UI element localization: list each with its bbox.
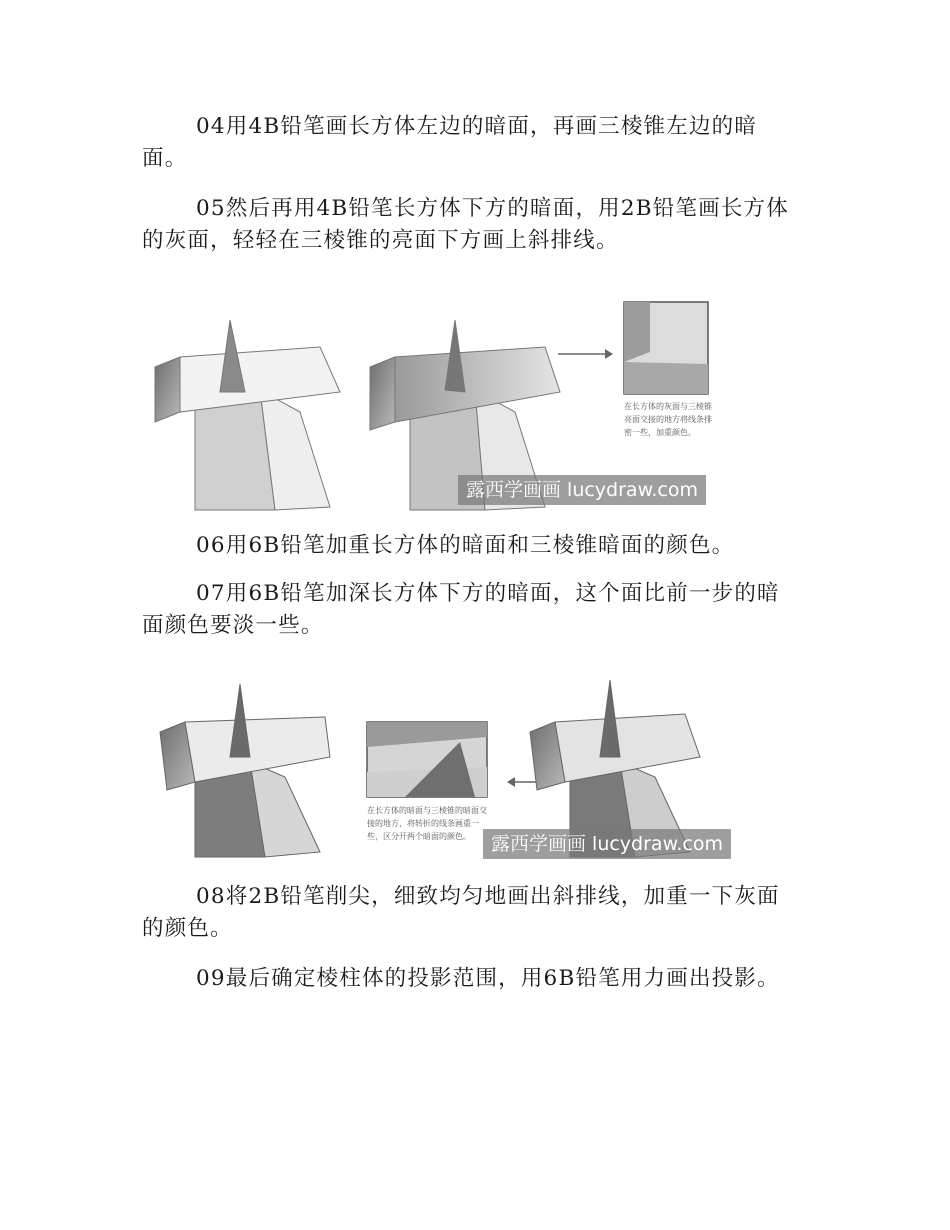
watermark: 露西学画画 lucydraw.com [483, 829, 731, 859]
paragraph-step-06: 06用6B铅笔加重长方体的暗面和三棱锥暗面的颜色。 [196, 533, 735, 558]
paragraph-step-05: 05然后再用4B铅笔长方体下方的暗面，用2B铅笔画长方体的灰面，轻轻在三棱锥的亮面下方画上斜排线。 [142, 196, 789, 253]
paragraph-step-08: 08将2B铅笔削尖，细致均匀地画出斜排线，加重一下灰面的颜色。 [142, 884, 780, 941]
paragraph-step-07: 07用6B铅笔加深长方体下方的暗面，这个面比前一步的暗面颜色要淡一些。 [142, 581, 780, 638]
figure-steps-04-05 [150, 272, 720, 512]
paragraph-step-09: 09最后确定棱柱体的投影范围，用6B铅笔用力画出投影。 [196, 966, 780, 991]
figure-caption: 在长方体的灰面与三棱锥亮面交接的地方将线条排密一些，加重颜色。 [624, 402, 712, 437]
watermark: 露西学画画 lucydraw.com [458, 475, 706, 505]
figure-steps-06-07 [155, 672, 723, 862]
paragraph-step-04: 04用4B铅笔画长方体左边的暗面，再画三棱锥左边的暗面。 [142, 114, 758, 171]
figure-caption: 在长方体的暗面与三棱锥的暗面交接的地方，将转折的线条画重一些，区分开两个暗面的颜色。 [367, 806, 487, 841]
